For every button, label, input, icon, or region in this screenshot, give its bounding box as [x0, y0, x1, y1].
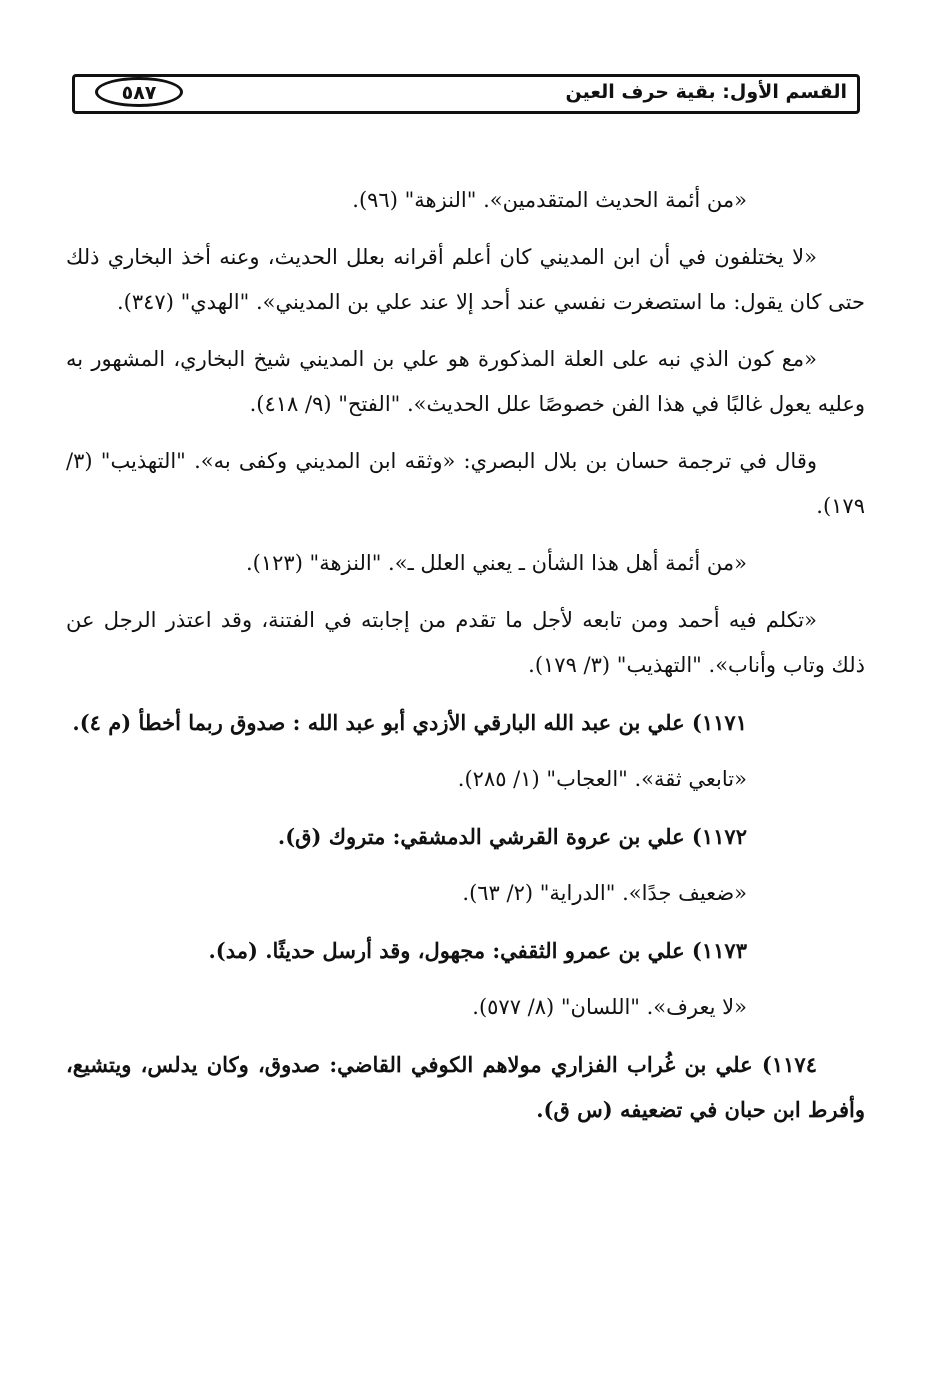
narrator-entry: ١١٧٣) علي بن عمرو الثقفي: مجهول، وقد أرسل حديثًا. (مد).	[208, 938, 747, 963]
page-body	[66, 178, 865, 1144]
paragraph: وقال في ترجمة حسان بن بلال البصري: «وثقه ابن المديني وكفى به». "التهذيب" (٣/ ١٧٩).	[66, 449, 865, 518]
paragraph: «لا يعرف». "اللسان" (٨/ ٥٧٧).	[472, 995, 747, 1019]
paragraph: «لا يختلفون في أن ابن المديني كان أعلم أقرانه بعلل الحديث، وعنه أخذ البخاري ذلك حتى كان يقول: ما استصغرت نفسي عند أحد إلا عند علي بن المديني». "الهدي" (٣٤٧).	[66, 245, 865, 314]
narrator-entry: ١١٧٤) علي بن غُراب الفزاري مولاهم الكوفي القاضي: صدوق، وكان يدلس، ويتشيع، وأفرط ابن حبان في تضعيفه (س ق).	[66, 1052, 865, 1122]
paragraph: «من أئمة أهل هذا الشأن ـ يعني العلل ـ». "النزهة" (١٢٣).	[245, 551, 747, 575]
paragraph: «تابعي ثقة». "العجاب" (١/ ٢٨٥).	[457, 767, 747, 791]
page-number: ٥٨٧	[95, 77, 183, 107]
narrator-entry: ١١٧١) علي بن عبد الله البارقي الأزدي أبو عبد الله : صدوق ربما أخطأ (م ٤).	[72, 710, 747, 735]
running-header	[72, 74, 860, 114]
header-title: القسم الأول: بقية حرف العين	[565, 81, 847, 103]
paragraph: «تكلم فيه أحمد ومن تابعه لأجل ما تقدم من إجابته في الفتنة، وقد اعتذر الرجل عن ذلك وتاب وأناب». "التهذيب" (٣/ ١٧٩).	[66, 608, 865, 677]
paragraph: «من أئمة الحديث المتقدمين». "النزهة" (٩٦).	[352, 188, 747, 212]
narrator-entry: ١١٧٢) علي بن عروة القرشي الدمشقي: متروك (ق).	[277, 824, 747, 849]
paragraph: «مع كون الذي نبه على العلة المذكورة هو علي بن المديني شيخ البخاري، المشهور به وعليه يعول غالبًا في هذا الفن خصوصًا علل الحديث». "الفتح" (٩/ ٤١٨).	[66, 347, 865, 416]
paragraph: «ضعيف جدًا». "الدراية" (٢/ ٦٣).	[462, 881, 747, 905]
